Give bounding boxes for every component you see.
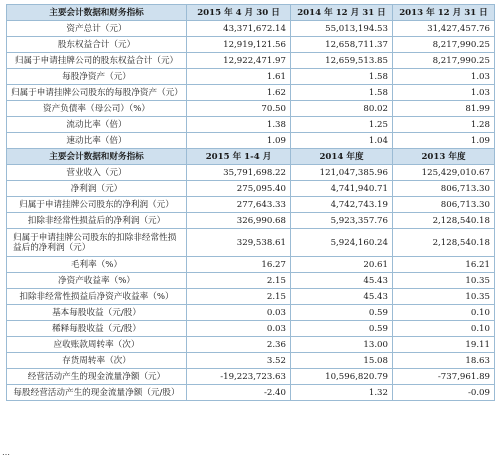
value-cell: 16.27 (187, 257, 291, 273)
value-cell: 31,427,457.76 (393, 21, 495, 37)
row-label: 资产负债率（母公司）（%） (7, 101, 187, 117)
row-label: 流动比率（倍） (7, 117, 187, 133)
value-cell: -737,961.89 (393, 369, 495, 385)
row-label: 归属于申请挂牌公司股东的每股净资产（元） (7, 85, 187, 101)
table-row (7, 133, 495, 149)
table-row (7, 213, 495, 229)
row-label: 净资产收益率（%） (7, 273, 187, 289)
row-label: 每股净资产（元） (7, 69, 187, 85)
table-row (7, 101, 495, 117)
table-row (7, 21, 495, 37)
header-metric-label: 主要会计数据和财务指标 (7, 5, 187, 21)
value-cell: 4,742,743.19 (291, 197, 393, 213)
value-cell: 13.00 (291, 337, 393, 353)
value-cell: -19,223,723.63 (187, 369, 291, 385)
value-cell: 1.58 (291, 69, 393, 85)
value-cell: 10.35 (393, 273, 495, 289)
table-row (7, 53, 495, 69)
table-row (7, 181, 495, 197)
table-row (7, 289, 495, 305)
table-row (7, 369, 495, 385)
value-cell: 0.10 (393, 321, 495, 337)
value-cell: 8,217,990.25 (393, 53, 495, 69)
value-cell: 2.15 (187, 289, 291, 305)
header-period-1: 2015 年 1-4 月 (187, 149, 291, 165)
value-cell: 326,990.68 (187, 213, 291, 229)
header-period-1: 2015 年 4 月 30 日 (187, 5, 291, 21)
table-row (7, 273, 495, 289)
value-cell: 16.21 (393, 257, 495, 273)
value-cell: 0.59 (291, 321, 393, 337)
value-cell: 19.11 (393, 337, 495, 353)
row-label: 净利润（元） (7, 181, 187, 197)
value-cell: 4,741,940.71 (291, 181, 393, 197)
value-cell: 55,013,194.53 (291, 21, 393, 37)
value-cell: 329,538.61 (187, 229, 291, 257)
table-row (7, 69, 495, 85)
value-cell: 1.03 (393, 69, 495, 85)
row-label: 基本每股收益（元/股） (7, 305, 187, 321)
value-cell: 80.02 (291, 101, 393, 117)
header-period-2: 2014 年度 (291, 149, 393, 165)
value-cell: 2.15 (187, 273, 291, 289)
value-cell: 1.25 (291, 117, 393, 133)
value-cell: 0.03 (187, 305, 291, 321)
value-cell: 12,922,471.97 (187, 53, 291, 69)
table-row (7, 85, 495, 101)
value-cell: 0.10 (393, 305, 495, 321)
value-cell: 2,128,540.18 (393, 229, 495, 257)
header-period-3: 2013 年 12 月 31 日 (393, 5, 495, 21)
value-cell: 1.04 (291, 133, 393, 149)
value-cell: 1.09 (393, 133, 495, 149)
table-row (7, 37, 495, 53)
row-label: 经营活动产生的现金流量净额（元） (7, 369, 187, 385)
value-cell: 3.52 (187, 353, 291, 369)
value-cell: 5,924,160.24 (291, 229, 393, 257)
table-row (7, 229, 495, 257)
row-label: 归属于申请挂牌公司的股东权益合计（元） (7, 53, 187, 69)
value-cell: 12,659,513.85 (291, 53, 393, 69)
table-row (7, 353, 495, 369)
value-cell: 35,791,698.22 (187, 165, 291, 181)
value-cell: 5,923,357.76 (291, 213, 393, 229)
table-row (7, 385, 495, 401)
header-row-2 (7, 149, 495, 165)
value-cell: 1.38 (187, 117, 291, 133)
table-row (7, 257, 495, 273)
value-cell: 12,919,121.56 (187, 37, 291, 53)
table-row (7, 117, 495, 133)
value-cell: 81.99 (393, 101, 495, 117)
financial-table-body (7, 5, 495, 401)
value-cell: -2.40 (187, 385, 291, 401)
row-label: 股东权益合计（元） (7, 37, 187, 53)
value-cell: 1.03 (393, 85, 495, 101)
value-cell: 1.09 (187, 133, 291, 149)
row-label: 每股经营活动产生的现金流量净额（元/股） (7, 385, 187, 401)
value-cell: 1.62 (187, 85, 291, 101)
value-cell: 1.61 (187, 69, 291, 85)
row-label: 应收账款周转率（次） (7, 337, 187, 353)
value-cell: 15.08 (291, 353, 393, 369)
value-cell: 8,217,990.25 (393, 37, 495, 53)
row-label: 存货周转率（次） (7, 353, 187, 369)
value-cell: 1.58 (291, 85, 393, 101)
value-cell: 12,658,711.37 (291, 37, 393, 53)
header-row-1 (7, 5, 495, 21)
table-row (7, 337, 495, 353)
value-cell: 10.35 (393, 289, 495, 305)
value-cell: 20.61 (291, 257, 393, 273)
table-row (7, 321, 495, 337)
row-label: 归属于申请挂牌公司股东的扣除非经常性损益后的净利润（元） (7, 229, 187, 257)
value-cell: 18.63 (393, 353, 495, 369)
row-label: 速动比率（倍） (7, 133, 187, 149)
header-metric-label: 主要会计数据和财务指标 (7, 149, 187, 165)
row-label: 扣除非经常性损益后净资产收益率（%） (7, 289, 187, 305)
value-cell: 1.28 (393, 117, 495, 133)
row-label: 资产总计（元） (7, 21, 187, 37)
row-label: 归属于申请挂牌公司股东的净利润（元） (7, 197, 187, 213)
header-period-2: 2014 年 12 月 31 日 (291, 5, 393, 21)
value-cell: 806,713.30 (393, 181, 495, 197)
page-ellipsis-mark: … (2, 448, 10, 457)
table-row (7, 165, 495, 181)
value-cell: 121,047,385.96 (291, 165, 393, 181)
value-cell: 277,643.33 (187, 197, 291, 213)
value-cell: 0.03 (187, 321, 291, 337)
row-label: 扣除非经常性损益后的净利润（元） (7, 213, 187, 229)
value-cell: 125,429,010.67 (393, 165, 495, 181)
value-cell: 806,713.30 (393, 197, 495, 213)
value-cell: 0.59 (291, 305, 393, 321)
header-period-3: 2013 年度 (393, 149, 495, 165)
value-cell: 45.43 (291, 289, 393, 305)
financial-data-table (6, 4, 495, 401)
table-row (7, 305, 495, 321)
value-cell: 45.43 (291, 273, 393, 289)
value-cell: 1.32 (291, 385, 393, 401)
row-label: 毛利率（%） (7, 257, 187, 273)
row-label: 营业收入（元） (7, 165, 187, 181)
value-cell: 2.36 (187, 337, 291, 353)
row-label: 稀释每股收益（元/股） (7, 321, 187, 337)
value-cell: 275,095.40 (187, 181, 291, 197)
value-cell: 2,128,540.18 (393, 213, 495, 229)
value-cell: 10,596,820.79 (291, 369, 393, 385)
value-cell: 43,371,672.14 (187, 21, 291, 37)
table-row (7, 197, 495, 213)
value-cell: -0.09 (393, 385, 495, 401)
value-cell: 70.50 (187, 101, 291, 117)
